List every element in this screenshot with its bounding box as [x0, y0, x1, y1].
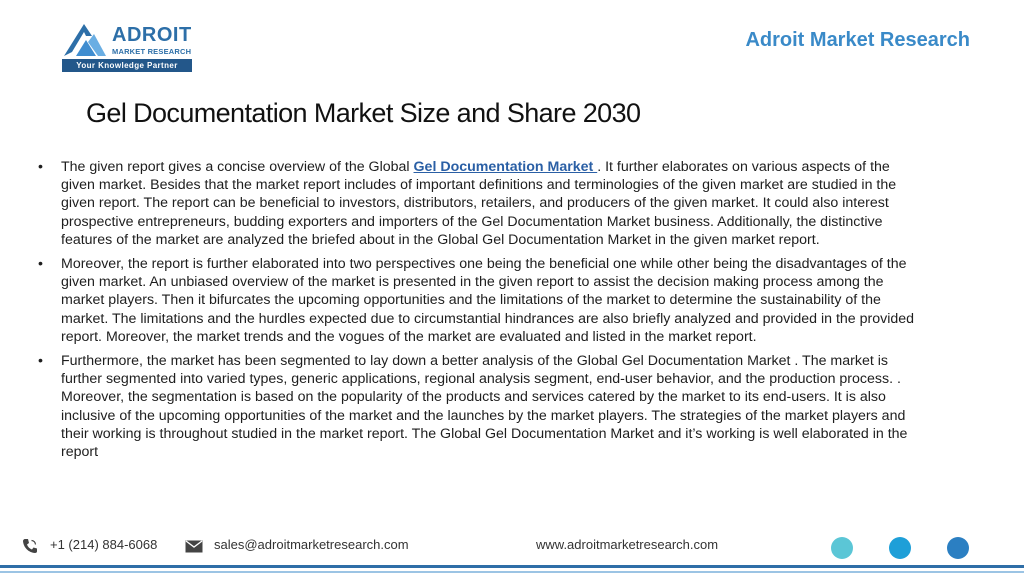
bullet-item [38, 255, 918, 346]
bullet-item [38, 352, 918, 461]
logo-name: ADROIT [112, 24, 192, 46]
logo-subname: MARKET RESEARCH [112, 47, 192, 56]
footer-rule [0, 565, 1024, 568]
bullet-text: Moreover, the report is further elaborated into two perspectives one being the beneficial one while other being the disadvantages of the given market. An unbiased overview of the market is presented in the given report to assist the decision making process among the market players. Then it bifurcates the upcoming opportunities and the limitations of the market to determine the sustainability of the market. The limitations and the hurdles expected due to circumstantial hindrances are also briefly analyzed and provided in the provided report. Moreover, the market trends and the vogues of the market are evaluated and listed in the market report. [61, 256, 915, 345]
bullet-text-start: The given report gives a concise overview of the Global [61, 159, 414, 175]
bullet-item [38, 158, 918, 249]
footer-rule-light [0, 571, 1024, 573]
footer-phone: +1 (214) 884-6068 [50, 537, 158, 552]
footer-circle-light [831, 537, 853, 559]
slide-title: Gel Documentation Market Size and Share 2030 [86, 98, 641, 128]
bullet-text-end: . It further elaborates on various aspects of the given market. Besides that the market report includes of important definitions and terminologies of the given market are studied in the given report. The report can be beneficial to investors, distributors, retailers, and producers of the given market. It could also interest prospective entrepreneurs, budding exporters and importers of the Gel Documentation Market business. Additionally, the distinctive features of the market are analyzed the briefed about in the Global Gel Documentation Market in the given market report. [61, 159, 897, 248]
gel-documentation-market-link[interactable]: Gel Documentation Market [413, 159, 598, 175]
logo-tagline: Your Knowledge Partner [62, 59, 192, 72]
header-company-name: Adroit Market Research [745, 29, 970, 51]
company-logo [62, 22, 198, 74]
logo-mark-icon [62, 22, 108, 58]
bullet-list [38, 158, 918, 467]
footer-website[interactable]: www.adroitmarketresearch.com [536, 537, 719, 552]
bullet-marker: • [38, 256, 43, 273]
envelope-icon [185, 540, 203, 553]
phone-icon [22, 538, 38, 554]
footer-circle-medium [889, 537, 911, 559]
footer-email[interactable]: sales@adroitmarketresearch.com [214, 537, 409, 552]
footer [0, 530, 1024, 570]
bullet-marker: • [38, 353, 43, 370]
bullet-marker: • [38, 159, 43, 175]
footer-circle-dark [947, 537, 969, 559]
bullet-text: Furthermore, the market has been segmented to lay down a better analysis of the Global Gel Documentation Market . The market is further segmented into varied types, generic applications, regional analysis segment, end-user behavior, and the production process. . Moreover, the segmentation is based on the popularity of the products and services catered by the market to its end-users. It is also inclusive of the upcoming opportunities of the market and the launches by the market players. The strategies of the market players and their working is throughout studied in the market report. The Global Gel Documentation Market and it’s working is well elaborated in the report [61, 353, 908, 461]
